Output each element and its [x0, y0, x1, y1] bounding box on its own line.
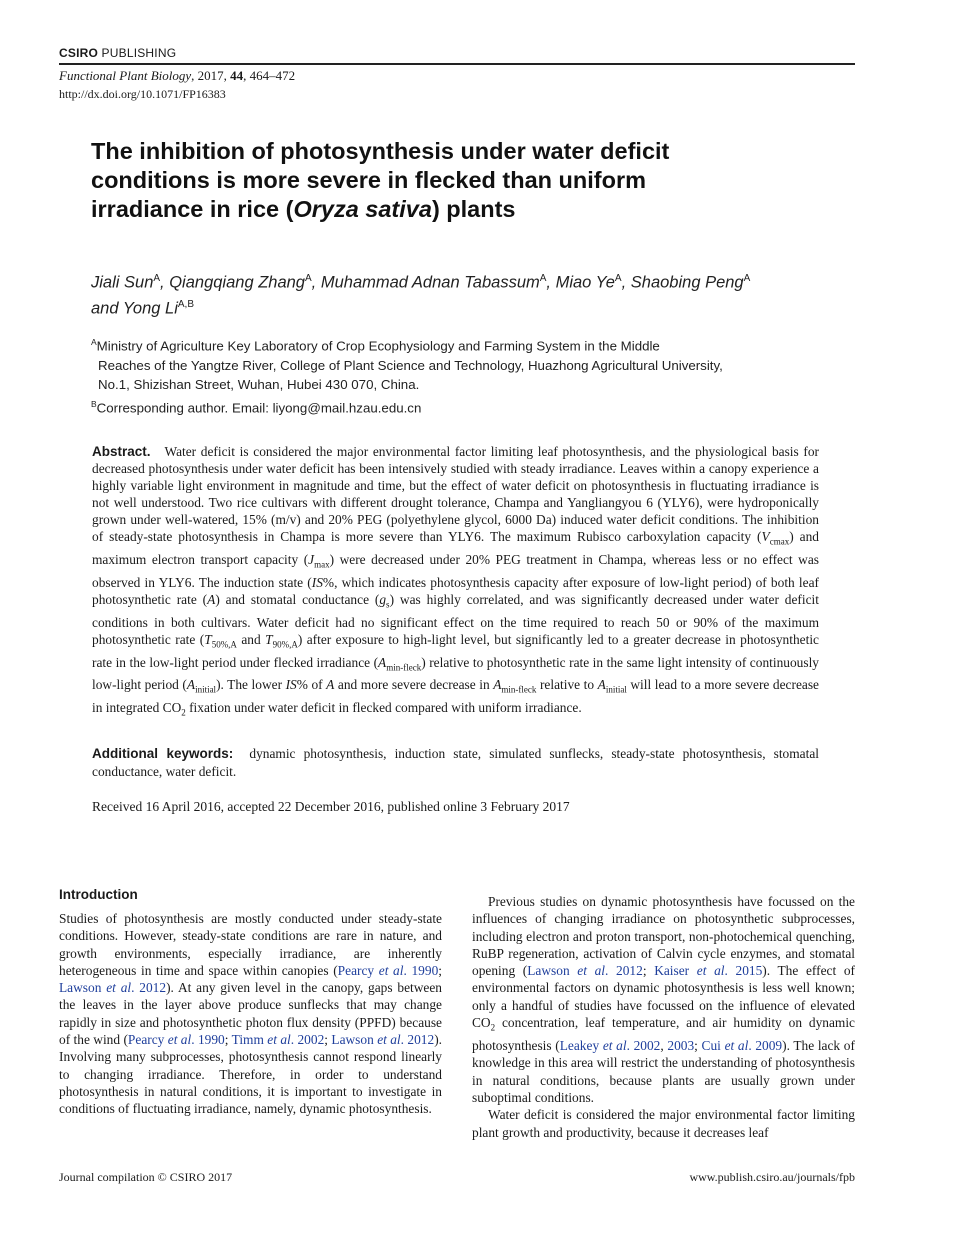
journal-citation: Functional Plant Biology, 2017, 44, 464–472 [59, 68, 296, 83]
affiliations: $^A$Ministry of Agriculture Key Laboratory of Crop Ecophysiology and Farming System in the Middle Reaches of the Yangtze River, College of Plant Science and Technology, Huazhong Agricultural University, No.1, Shizishan Street, Wuhan, Hubei 430 070, China. $^B$Corresponding author. Email: liyong@mail.hzau.edu.cn [91, 337, 723, 416]
citation-link[interactable]: Pearcy et al. 1990 [337, 962, 439, 978]
keywords-label: Additional keywords: [92, 746, 234, 761]
footer-copyright: Journal compilation © CSIRO 2017 [59, 1170, 233, 1184]
doi-link[interactable]: http://dx.doi.org/10.1071/FP16383 [59, 87, 226, 101]
citation-link[interactable]: Lawson et al. 2012 [331, 1032, 435, 1048]
citation-link[interactable]: Lawson et al. 2012 [527, 963, 643, 979]
citation-link[interactable]: Leakey et al. 2002 [559, 1038, 661, 1054]
citation-link[interactable]: Kaiser et al. 2015 [654, 963, 763, 979]
citation-link[interactable]: Cui et al. 2009 [701, 1038, 783, 1054]
citation-link[interactable]: Timm et al. 2002 [231, 1032, 325, 1048]
abstract-label: Abstract. [92, 444, 151, 459]
section-heading-introduction: Introduction [59, 887, 138, 902]
citation-link[interactable]: 2003 [667, 1038, 695, 1054]
received-dates: Received 16 April 2016, accepted 22 December 2016, published online 3 February 2017 [92, 799, 570, 814]
header-rule [59, 63, 855, 65]
body-column-left [59, 910, 442, 1118]
paragraph: Previous studies on dynamic photosynthesis have focussed on the influences of changing irradiance on photosynthetic subprocesses, including electron and proton transport, non-photochemical quenching, RuBP regeneration, activation of Calvin cycle enzymes, and stomatal opening (Lawson et al. 2012; Kaiser et al. 2015). The effect of environmental factors on dynamic photosynthesis is less well known; only a handful of studies have focussed on the influence of elevated $CO_2$ concentration, leaf temperature, and air humidity on dynamic photosynthesis (Leakey et al. 2002, 2003; Cui et al. 2009). The lack of knowledge in this area will restrict the understanding of photosynthesis in natural conditions, because plants are usually grown under suboptimal conditions. [472, 894, 855, 1105]
publisher-name: CSIRO PUBLISHING [59, 46, 177, 60]
citation-link[interactable]: Pearcy et al. 1990 [127, 1032, 225, 1048]
paragraph: Water deficit is considered the major environmental factor limiting plant growth and productivity, because it decreases leaf [472, 1107, 855, 1140]
abstract: Abstract. Water deficit is considered the major environmental factor limiting leaf photosynthesis, and the physiological basis for decreased photosynthesis under water deficit has been intensively studied with steady irradiance. Leaves within a canopy experience a highly variable light environment in magnitude and time, but the effect of water deficit on photosynthesis in fluctuating irradiance is not well understood. Two rice cultivars with different drought tolerance, Champa and Yangliangyou 6 (YLY6), were hydroponically grown under well-watered, 15% (m/v) and 20% PEG (polyethylene glycol, 6000 Da) induced water deficit conditions. The inhibition of steady-state photosynthesis in Champa is more severe than YLY6. The maximum Rubisco carboxylation capacity $(V_{cmax})$ and maximum electron transport capacity $(J_{max})$ were decreased under 20% PEG treatment in Champa, whereas less or no effect was observed in YLY6. The induction state (IS%, which indicates photosynthesis capacity after exposure of low-light period) of both leaf photosynthetic rate (A) and stomatal conductance $(g_s)$ was highly correlated, and was significantly decreased under water deficit conditions in both cultivars. Water deficit had no significant effect on the time required to reach 50 or 90% of the maximum photosynthetic rate ($T_{50\%,A}$ and $T_{90\%,A}$) after exposure to high-light level, but significantly led to a greater decrease in photosynthetic rate in the low-light period under flecked irradiance $(A_{min-fleck})$ relative to photosynthetic rate in the same light intensity of continuously low-light period $(A_{initial})$. The lower IS% of A and more severe decrease in $A_{min-fleck}$ relative to $A_{initial}$ will lead to a more severe decrease in integrated $CO_2$ fixation under water deficit in flecked compared with uniform irradiance. [92, 444, 819, 718]
citation-link[interactable]: Lawson et al. 2012 [59, 980, 167, 996]
additional-keywords: Additional keywords: dynamic photosynthesis, induction state, simulated sunflecks, steady-state photosynthesis, stomatal conductance, water deficit. [92, 746, 819, 779]
paragraph: Studies of photosynthesis are mostly conducted under steady-state conditions. However, steady-state conditions are rare in nature, and growth environments, especially irradiance, are inherently heterogeneous in time and space within canopies (Pearcy et al. 1990; Lawson et al. 2012). At any given level in the canopy, gaps between the leaves in the layer above produce sunflecks that may change rapidly in size and photosynthetic photon flux density (PPFD) because of the wind (Pearcy et al. 1990; Timm et al. 2002; Lawson et al. 2012). Involving many subprocesses, photosynthesis cannot respond linearly to changing irradiance. Therefore, in order to understand photosynthesis in natural conditions, it is important to investigate in conditions of fluctuating irradiance, namely, dynamic photosynthesis. [59, 911, 442, 1117]
body-column-right [472, 893, 855, 1141]
footer-journal-url[interactable]: www.publish.csiro.au/journals/fpb [689, 1170, 855, 1184]
author-list: Jiali Sun$^A$, Qiangqiang Zhang$^A$, Muhammad Adnan Tabassum$^A$, Miao $Ye^A$, Shaobing Peng$^A$ and Yong $Li^{A,B}$ [91, 273, 751, 317]
corresponding-author: Corresponding author. Email: liyong@mail.hzau.edu.cn [96, 400, 422, 416]
article-title: The inhibition of photosynthesis under water deficit conditions is more severe in flecked than uniform irradiance in rice (Oryza sativa) plants [91, 138, 670, 222]
